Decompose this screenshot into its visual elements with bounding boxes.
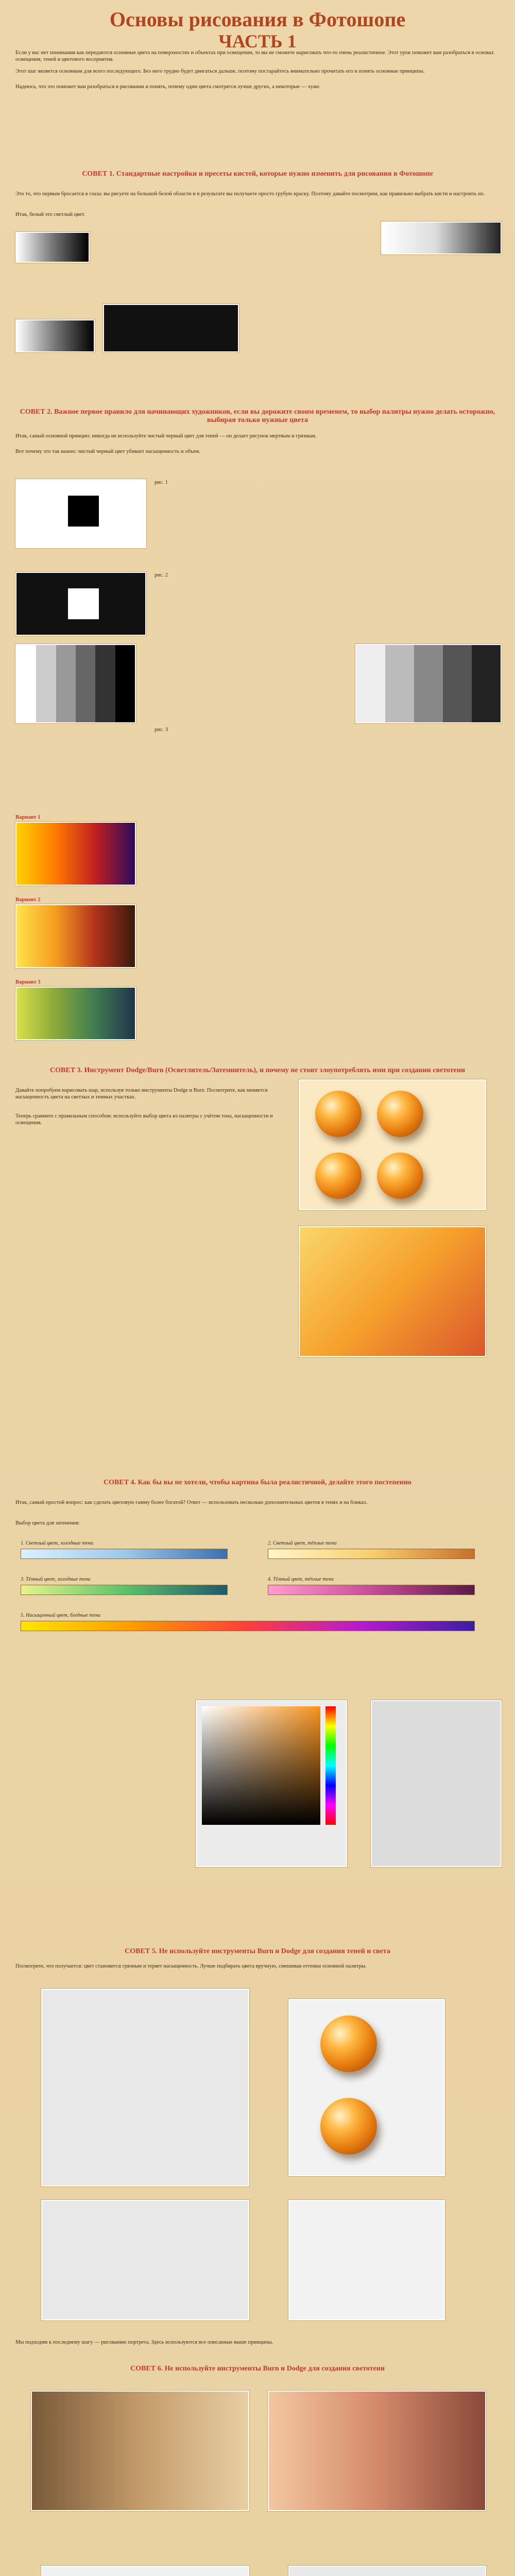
photoshop-screenshot-2 — [41, 2200, 249, 2320]
color-label-4: 4. Тёмный цвет, тёплые тени — [268, 1577, 334, 1582]
grey-steps-figure — [15, 644, 136, 723]
black-panel-figure — [103, 304, 239, 352]
warm-gradient-figure — [299, 1226, 486, 1357]
section-3-text-1: Давайте попробуем нарисовать шар, используя только инструменты Dodge и Burn. Посмотрите, как меняется насыщенность цвета на светлых и темных участках. — [15, 1088, 268, 1100]
color-label-1: 1. Светлый цвет, холодные тени — [21, 1540, 93, 1546]
photoshop-screenshot-1 — [41, 1989, 249, 2187]
section-1-text-1: Это то, что первым бросается в глаза: вы рисуете на большой белой области и в результате вы получаете просто грубую краску. Поэтому давайте посмотрим, как правильно выбрать кисти и настроить их. — [15, 191, 485, 197]
section-1-text-2: Итак, белый это светлый цвет. — [15, 212, 85, 217]
white-black-gradient-figure — [15, 232, 90, 263]
figure-3-caption: рис. 3 — [154, 727, 168, 733]
section-3-heading: СОВЕТ 3. Инструмент Dodge/Burn (Осветлитель/Затемнитель), и почему не стоит злоупотреблять ими при создании светотени — [50, 1066, 465, 1074]
grey-steps-figure-2 — [355, 644, 502, 723]
color-bar-3 — [21, 1585, 228, 1595]
color-label-5: 5. Насыщенный цвет, бледные тени — [21, 1613, 100, 1618]
section-4-text-1: Итак, самый простой вопрос: как сделать цветовую гамму более богатой? Ответ — использовать несколько дополнительных цветов в тенях и на бликах. — [15, 1500, 368, 1505]
orange-ball-4 — [377, 1153, 423, 1199]
color-panel-figure — [371, 1700, 502, 1867]
orange-ball-1 — [315, 1091, 362, 1137]
color-bar-2 — [268, 1549, 475, 1559]
grey-gradient-figure — [15, 319, 95, 352]
page-title: Основы рисования в Фотошопе — [109, 8, 406, 31]
color-bar-5 — [21, 1621, 475, 1631]
section-5-text-2: Мы подходим к последнему шагу — рисованию портрета. Здесь используются все описанные выше принципы. — [15, 2340, 273, 2345]
section-4-heading: СОВЕТ 4. Как бы вы не хотели, чтобы картина была реалистичной, делайте этого постепенно — [104, 1479, 411, 1486]
section-5-heading: СОВЕТ 5. Не используйте инструменты Burn и Dodge для создания теней и света — [125, 1947, 390, 1955]
intro-paragraph-1: Если у вас нет понимания как передаются основные цвета на поверхностях и объектах при освещении, то вы не сможете нарисовать что-то очень реалистичное. Этот урок поможет вам разобраться в основах освещения, теней и цветового восприятия. — [15, 50, 494, 62]
section-3-text-2: Теперь сравните с правильным способом: используйте выбор цвета из палитры с учётом тона, насыщенности и освещения. — [15, 1113, 273, 1126]
orange-ball-5 — [320, 2015, 377, 2072]
balls-panel-figure — [288, 1999, 445, 2176]
page-subtitle: ЧАСТЬ 1 — [218, 31, 297, 52]
dark-square-figure — [15, 572, 146, 636]
variant-3-label: Вариант 3 — [15, 979, 41, 985]
black-square-shape — [68, 496, 99, 527]
orange-ball-6 — [320, 2098, 377, 2155]
variant-1-label: Вариант 1 — [15, 815, 41, 820]
figure-1-caption: рис. 1 — [154, 480, 168, 485]
intro-paragraph-3: Надеюсь, что это поможет вам разобраться в рисовании и понять, почему одни цвета смотрятся лучше других, а некоторые — хуже. — [15, 84, 321, 90]
portrait-strip-figure-1 — [31, 2391, 249, 2511]
photoshop-screenshot-4 — [288, 2566, 486, 2576]
balls-figure — [299, 1079, 486, 1210]
section-6-heading: СОВЕТ 6. Не используйте инструменты Burn и Dodge для создания светотени — [130, 2365, 385, 2372]
white-square-shape — [68, 588, 99, 619]
section-5-text-1: Посмотрите, что получается: цвет становится грязным и теряет насыщенность. Лучше подбирать цвета вручную, смешивая оттенки основной палитры. — [15, 1963, 367, 1969]
variant-1-gradient — [15, 822, 136, 886]
color-label-2: 2. Светлый цвет, тёплые тени — [268, 1540, 337, 1546]
color-label-3: 3. Тёмный цвет, холодные тени — [21, 1577, 91, 1582]
variant-2-gradient — [15, 904, 136, 968]
section-4-text-2: Выбор цвета для затенения: — [15, 1520, 80, 1526]
orange-ball-3 — [315, 1153, 362, 1199]
section-2-heading: СОВЕТ 2. Важное первое правило для начинающих художников, если вы дорожите своим временем, то выбор палитры нужно делать осторожно, выбирая только нужные цвета — [20, 408, 495, 424]
color-bar-4 — [268, 1585, 475, 1595]
section-2-text-2: Вот почему это так важно: чистый черный цвет убивает насыщенность и объем. — [15, 449, 200, 454]
color-picker-square — [202, 1706, 320, 1825]
orange-ball-2 — [377, 1091, 423, 1137]
color-picker-figure — [196, 1700, 347, 1867]
section-1-heading: СОВЕТ 1. Стандартные настройки и пресеты кистей, которые нужно изменить для рисования в Фотошопе — [82, 170, 433, 178]
variant-3-gradient — [15, 987, 136, 1040]
ball-study-figure — [41, 2566, 249, 2576]
white-square-figure — [15, 479, 146, 548]
figure-2-caption: рис. 2 — [154, 572, 168, 578]
photoshop-screenshot-3 — [288, 2200, 445, 2320]
light-gradient-figure — [381, 222, 502, 255]
section-2-text-1: Итак, самый основной принцип: никогда не используйте чистый черный цвет для теней — он делает рисунок мертвым и грязным. — [15, 433, 317, 439]
color-bar-1 — [21, 1549, 228, 1559]
variant-2-label: Вариант 2 — [15, 897, 41, 903]
hue-slider — [325, 1706, 336, 1825]
portrait-strip-figure-2 — [268, 2391, 486, 2511]
intro-paragraph-2: Этот шаг является основным для всего последующего. Без него трудно будет двигаться дальше, поэтому постарайтесь внимательно прочитать его и понять основные принципы. — [15, 69, 425, 74]
